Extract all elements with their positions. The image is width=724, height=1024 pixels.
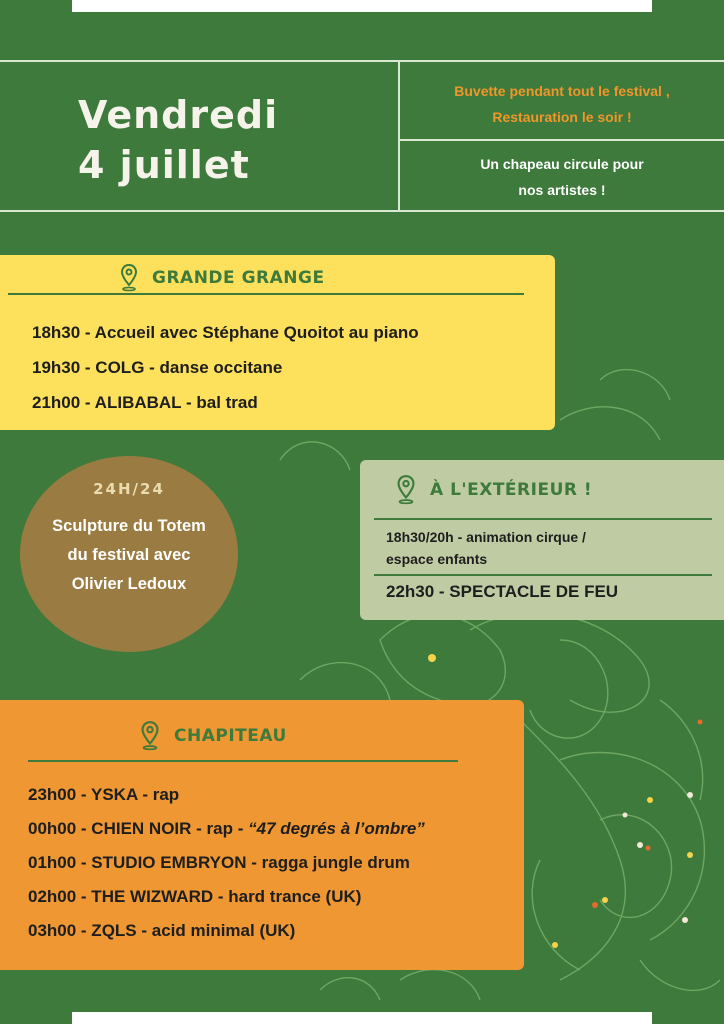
- exterieur-rule: [374, 518, 712, 520]
- header-top-line: [0, 60, 724, 62]
- totem-line-3: Olivier Ledoux: [71, 575, 187, 593]
- album-title: “47 degrés à l’ombre”: [248, 819, 425, 838]
- chapiteau-rule: [28, 760, 458, 762]
- grande-grange-title: GRANDE GRANGE: [152, 268, 325, 288]
- list-item-continuation: espace enfants: [386, 551, 488, 567]
- hat-collection-info: [400, 151, 724, 203]
- list-item: 22h30 - SPECTACLE DE FEU: [386, 582, 619, 601]
- header-bottom-line: [0, 210, 724, 212]
- hat-line-1: Un chapeau circule pour: [480, 156, 644, 172]
- grande-grange-header: [120, 263, 325, 293]
- day-line-1: Vendredi: [78, 93, 279, 137]
- exterieur-title: À L'EXTÉRIEUR !: [430, 480, 593, 500]
- list-item: 18h30/20h - animation cirque /: [386, 529, 586, 545]
- refreshments-line-1: Buvette pendant tout le festival ,: [454, 83, 670, 99]
- exterieur-fire-show: [386, 580, 618, 604]
- event-date-title: [78, 90, 278, 190]
- list-item: 01h00 - STUDIO EMBRYON - ragga jungle drum: [28, 853, 410, 872]
- list-item: 03h00 - ZQLS - acid minimal (UK): [28, 921, 296, 940]
- exterieur-rule-2: [374, 574, 712, 576]
- map-pin-icon: [120, 263, 138, 293]
- list-item-text: 00h00 - CHIEN NOIR - rap -: [28, 819, 249, 838]
- refreshments-line-2: Restauration le soir !: [492, 109, 632, 125]
- exterieur-panel: [360, 460, 724, 620]
- top-white-bar: [72, 0, 652, 12]
- totem-title: 24H/24: [93, 480, 165, 498]
- list-item: 23h00 - YSKA - rap: [28, 785, 180, 804]
- exterieur-list: [386, 526, 586, 570]
- bottom-white-bar: [72, 1012, 652, 1024]
- list-item: 19h30 - COLG - danse occitane: [32, 358, 283, 377]
- list-item: 21h00 - ALIBABAL - bal trad: [32, 393, 258, 412]
- exterieur-header: [396, 474, 592, 506]
- totem-text: [20, 512, 238, 599]
- header-right-divider: [398, 139, 724, 141]
- totem-line-2: du festival avec: [67, 546, 191, 564]
- grande-grange-panel: [0, 255, 555, 430]
- list-item: 18h30 - Accueil avec Stéphane Quoitot au piano: [32, 323, 419, 342]
- totem-line-1: Sculpture du Totem: [52, 517, 206, 535]
- chapiteau-title: CHAPITEAU: [174, 726, 287, 746]
- chapiteau-list: [28, 778, 425, 948]
- chapiteau-header: [140, 720, 287, 752]
- hat-line-2: nos artistes !: [518, 182, 606, 198]
- list-item: 02h00 - THE WIZWARD - hard trance (UK): [28, 887, 362, 906]
- chapiteau-panel: [0, 700, 524, 970]
- grande-grange-list: [32, 315, 419, 420]
- totem-circle: [20, 456, 238, 652]
- grande-grange-rule: [8, 293, 524, 295]
- list-item: [28, 812, 425, 846]
- map-pin-icon: [140, 720, 160, 752]
- map-pin-icon: [396, 474, 416, 506]
- day-line-2: 4 juillet: [78, 143, 250, 187]
- refreshments-info: [400, 78, 724, 130]
